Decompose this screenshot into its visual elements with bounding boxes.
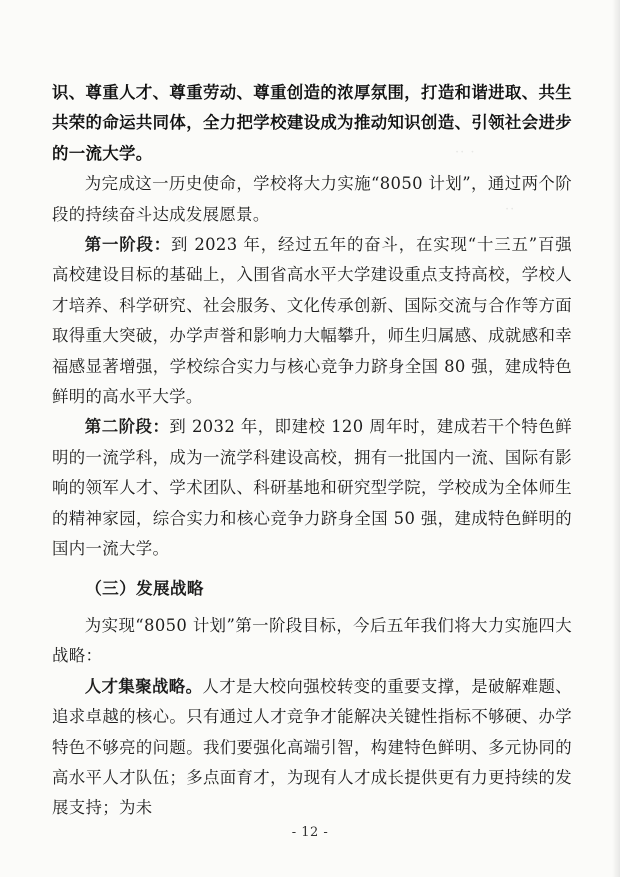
opening-bold-paragraph: 识、尊重人才、尊重劳动、尊重创造的浓厚氛围，打造和谐进取、共生共荣的命运共同体，全力把学校建设成为推动知识创造、引领社会进步的一流大学。 — [52, 83, 572, 163]
section-heading: （三）发展战略 — [85, 577, 204, 598]
page-edge-shadow — [612, 0, 620, 877]
intro-paragraph: 为完成这一历史使命，学校将大力实施“8050 计划”，通过两个阶段的持续奋斗达成发展愿景。 — [52, 174, 572, 224]
stage2-label: 第二阶段： — [84, 417, 170, 437]
strategy1-label: 人才集聚战略。 — [84, 676, 203, 696]
strategy-intro-paragraph: 为实现“8050 计划”第一阶段目标，今后五年我们将大力实施四大战略： — [52, 615, 572, 666]
stage2-text: 到 2032 年，即建校 120 周年时，建成若干个特色鲜明的一流学科，成为一流学科建设高校，拥有一批国内一流、国际有影响的领军人才、学术团队、科研基地和研究型学院，学校成为全体师生的精神家园，综合实力和核心竞争力跻身全国 50 强，建成特色鲜明的国内一流大学。 — [52, 417, 572, 559]
stage1-text: 到 2023 年，经过五年的奋斗，在实现“十三五”百强高校建设目标的基础上，入围省高水平大学建设重点支持高校，学校人才培养、科学研究、社会服务、文化传承创新、国际交流与合作等方面取得重大突破，办学声誉和影响力大幅攀升，师生归属感、成就感和幸福感显著增强，学校综合实力与核心竞争力跻身全国 80 强，建成特色鲜明的高水平大学。 — [52, 235, 573, 407]
document-body — [52, 78, 572, 824]
strategy1-paragraph — [52, 672, 572, 824]
stage1-label: 第一阶段： — [84, 235, 172, 255]
stage2-paragraph — [52, 412, 572, 564]
stage1-paragraph — [52, 230, 572, 412]
page-number: - 12 - — [291, 825, 329, 840]
bleed-through-text: ·· — [505, 202, 516, 217]
strategy1-text: 人才是大校向强校转变的重要支撑，是破解难题、追求卓越的核心。只有通过人才竞争才能解决关键性指标不够硬、办学特色不够亮的问题。我们要强化高端引智，构建特色鲜明、多元协同的高水平人才队伍；多点面育才，为现有人才成长提供更有力更持续的发展支持；为未 — [52, 676, 573, 818]
bleed-through-text: ·· · — [455, 145, 476, 160]
